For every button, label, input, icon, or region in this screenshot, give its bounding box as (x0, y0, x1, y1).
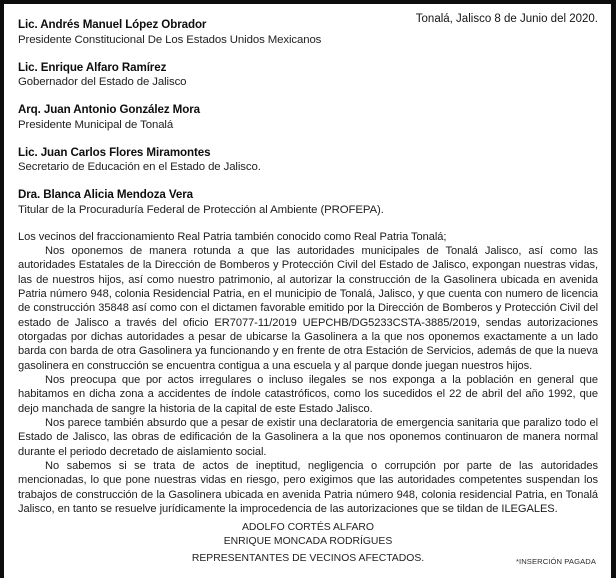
recipient-block (18, 102, 598, 133)
recipient-name: Lic. Enrique Alfaro Ramírez (18, 60, 167, 74)
letter-body (18, 230, 598, 517)
signature-role-row (18, 552, 598, 565)
salutation-line: Los vecinos del fraccionamiento Real Patria también conocido como Real Patria Tonalá; (18, 230, 447, 243)
signature-role: REPRESENTANTES DE VECINOS AFECTADOS. (191, 552, 425, 564)
recipient-title: Secretario de Educación en el Estado de Jalisco. (18, 161, 261, 173)
recipient-name: Lic. Andrés Manuel López Obrador (18, 18, 207, 31)
recipient-name: Dra. Blanca Alicia Mendoza Vera (18, 188, 193, 201)
recipient-block (18, 145, 598, 176)
body-paragraph: Nos parece también absurdo que a pesar de existir una declaratoria de emergencia sanitaria que paralizo todo el Estado de Jalisco, las obras de edificación de la Gasolinera a la que nos oponemos continuaron de manera normal durante el periodo decretado de aislamiento social. (18, 416, 598, 458)
body-paragraph: Nos oponemos de manera rotunda a que las autoridades municipales de Tonalá Jalisco, así como las autoridades Estatales de la Dirección de Bomberos y Protección Civil del Estado de Jalisco, expongan nuestras vidas, las de nuestros hijos, así como nuestro patrimonio, al autorizar la construcción de la Gasolinera ubicada en avenida Patria número 948, colonia Residencial Patria, en el municipio de Tonalá, Jalisco, y que cuenta con numero de licencia de construcción 35848 así como con el dictamen favorable emitido por la Dirección de Bomberos y Protección Civil del estado de Jalisco a través del oficio ER7077-11/2019 UEPCHB/DG5233CSTA-3885/2019, sendas autorizaciones otorgadas por dichas autoridades a pesar de ubicarse la Gasolinera a la que nos oponemos exactamente a un lado barda con barda de otra Gasolinera ya funcionando y en frente de otra Estación de Servicios, además de que la nueva gasolinera en construcción se encuentra contigua a una escuela y al parque donde juegan nuestros hijos. (18, 244, 598, 372)
recipient-title: Presidente Municipal de Tonalá (18, 118, 174, 131)
body-paragraph: No sabemos si se trata de actos de ineptitud, negligencia o corrupción por parte de las autoridades mencionadas, lo que pone nuestras vidas en riesgo, pero exigimos que las autoridades competentes suspendan los trabajos de construcción de la Gasolinera ubicada en avenida Patria número 948, colonia residencial Patria, en Tonalá Jalisco, en tanto se resuelve jurídicamente la improcedencia de las autorizaciones que se tildan de ILEGALES. (18, 460, 598, 516)
dateline: Tonalá, Jalisco 8 de Junio del 2020. (415, 13, 598, 25)
signatory-name: ADOLFO CORTÉS ALFARO (241, 522, 375, 534)
recipient-title: Presidente Constitucional De Los Estados Unidos Mexicanos (18, 33, 322, 46)
recipient-title: Gobernador del Estado de Jalisco (18, 76, 187, 88)
paid-insertion-note: *INSERCIÓN PAGADA (515, 556, 596, 566)
recipient-name: Arq. Juan Antonio González Mora (18, 103, 200, 116)
recipient-title: Titular de la Procuraduría Federal de Protección al Ambiente (PROFEPA). (18, 203, 384, 216)
body-paragraph: Nos preocupa que por actos irregulares o incluso ilegales se nos exponga a la población en general que habitamos en dicha zona a accidentes de índole catastróficos, como los sucedidos el 22 de abril del año 1992, que dejo manchada de sangre la historia de la capital de este Estado Jalisco. (18, 373, 598, 415)
recipient-block (18, 187, 598, 218)
signatory-name: ENRIQUE MONCADA RODRÍGUES (223, 535, 393, 547)
recipient-block (18, 60, 598, 91)
signature-block (18, 521, 598, 547)
recipient-name: Lic. Juan Carlos Flores Miramontes (18, 145, 211, 159)
recipient-list (18, 11, 598, 218)
